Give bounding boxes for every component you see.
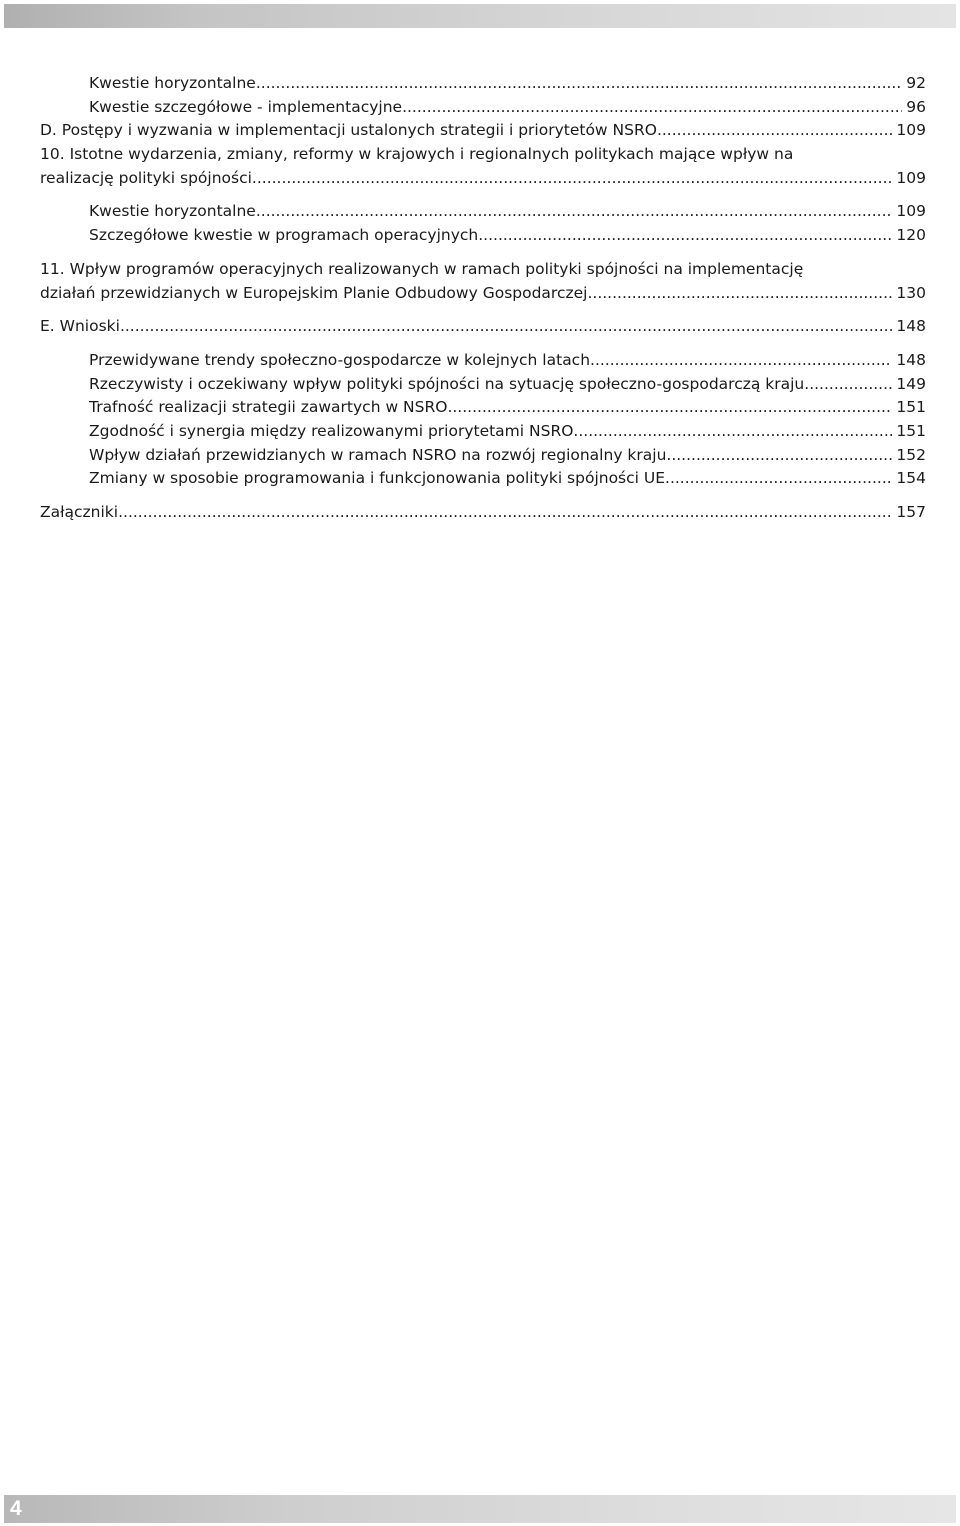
toc-entry-page: 157 xyxy=(896,503,926,521)
toc-entry[interactable] xyxy=(89,349,926,373)
toc-entry[interactable] xyxy=(89,373,926,397)
dot-leader xyxy=(590,349,892,373)
dot-leader xyxy=(256,200,893,224)
toc-entry[interactable] xyxy=(89,224,926,248)
toc-entry-title: realizację polityki spójności xyxy=(40,168,252,187)
dot-leader xyxy=(657,119,892,143)
toc-entry-page: 130 xyxy=(896,283,926,302)
toc-entry-title: Szczegółowe kwestie w programach operacyjnych xyxy=(89,226,479,245)
dot-leader xyxy=(573,420,892,444)
dot-leader xyxy=(665,467,892,491)
toc-entry-page: 152 xyxy=(896,445,926,464)
dot-leader xyxy=(252,167,892,191)
toc-entry-page: 120 xyxy=(896,226,926,245)
toc-entry-page: 151 xyxy=(896,398,926,417)
dot-leader xyxy=(256,72,902,96)
toc-entry-title: Zmiany w sposobie programowania i funkcjonowania polityki spójności UE xyxy=(89,469,666,488)
dot-leader xyxy=(666,444,892,468)
toc-entry-title: E. Wnioski xyxy=(40,317,120,336)
toc-entry-title: Przewidywane trendy społeczno-gospodarcze w kolejnych latach xyxy=(89,350,591,369)
toc-entry[interactable] xyxy=(89,396,926,420)
toc-entry-page: 92 xyxy=(906,74,926,92)
toc-entry[interactable] xyxy=(89,200,926,224)
toc-entry-page: 154 xyxy=(896,469,926,488)
dot-leader xyxy=(447,396,892,420)
dot-leader xyxy=(118,501,892,525)
dot-leader xyxy=(587,282,892,306)
dot-leader xyxy=(402,96,902,120)
toc-entry-title: Wpływ działań przewidzianych w ramach NSRO na rozwój regionalny kraju xyxy=(89,445,667,464)
toc-entry[interactable] xyxy=(40,315,926,339)
toc-entry-page: 148 xyxy=(896,350,926,369)
toc-entry-title: działań przewidzianych w Europejskim Planie Odbudowy Gospodarczej xyxy=(40,283,588,302)
toc-entry-title: Kwestie horyzontalne xyxy=(89,202,256,221)
toc-entry-page: 148 xyxy=(896,317,926,336)
toc-entry-line: 11. Wpływ programów operacyjnych realizowanych w ramach polityki spójności na implementację xyxy=(40,259,804,278)
toc-entry[interactable] xyxy=(89,444,926,468)
toc-entry[interactable] xyxy=(40,258,926,305)
toc-entry-title: Trafność realizacji strategii zawartych w NSRO xyxy=(89,398,448,417)
toc-entry-line: 10. Istotne wydarzenia, zmiany, reformy w krajowych i regionalnych politykach mające wpływ na xyxy=(40,145,794,164)
toc-entry-title: Zgodność i synergia między realizowanymi priorytetami NSRO xyxy=(89,421,574,440)
toc-entry[interactable] xyxy=(89,96,926,120)
toc-entry[interactable] xyxy=(40,501,926,525)
toc-entry-page: 149 xyxy=(896,374,926,393)
footer-bar xyxy=(4,1495,956,1523)
page-number: 4 xyxy=(10,1497,22,1520)
toc-entry[interactable] xyxy=(89,72,926,96)
dot-leader xyxy=(478,224,892,248)
header-bar xyxy=(4,4,956,28)
toc-entry-page: 109 xyxy=(896,168,926,187)
toc-entry[interactable] xyxy=(40,119,926,143)
toc-entry[interactable] xyxy=(89,420,926,444)
toc-entry[interactable] xyxy=(89,467,926,491)
toc-entry-title: Kwestie horyzontalne xyxy=(89,74,256,92)
toc-entry-title: Załączniki xyxy=(40,503,119,521)
toc-entry-page: 109 xyxy=(896,121,926,140)
dot-leader xyxy=(120,315,892,339)
toc-entry-title: Kwestie szczegółowe - implementacyjne xyxy=(89,97,403,116)
toc-entry-page: 96 xyxy=(906,97,926,116)
toc-entry-page: 109 xyxy=(896,202,926,221)
table-of-contents xyxy=(40,72,926,525)
toc-entry-title: Rzeczywisty i oczekiwany wpływ polityki spójności na sytuację społeczno-gospodarczą kraju xyxy=(89,374,805,393)
toc-entry-page: 151 xyxy=(896,421,926,440)
dot-leader xyxy=(804,373,892,397)
toc-entry-title: D. Postępy i wyzwania w implementacji ustalonych strategii i priorytetów NSRO xyxy=(40,121,657,140)
toc-entry[interactable] xyxy=(40,143,926,190)
